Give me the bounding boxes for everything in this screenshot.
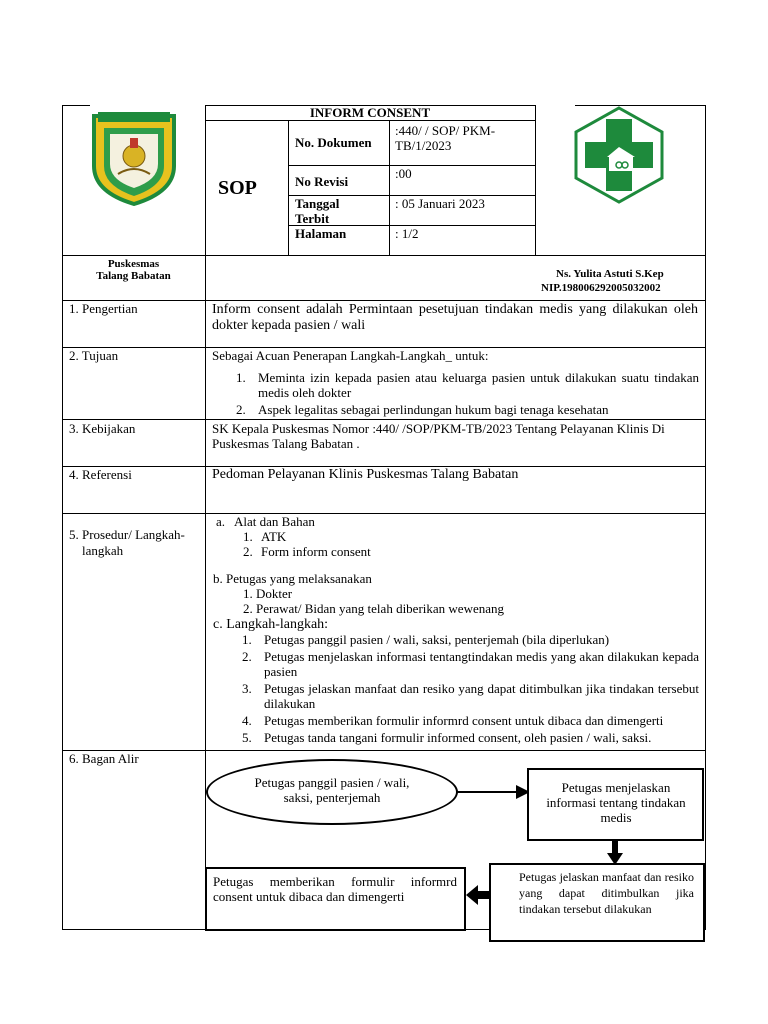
list-item: 2. Form inform consent	[243, 544, 371, 559]
puskesmas-cross-icon	[573, 105, 665, 205]
section-tujuan-label: 2. Tujuan	[69, 348, 119, 363]
section-prosedur-label-2: langkah	[82, 543, 124, 558]
regency-emblem-icon	[88, 108, 180, 206]
section-prosedur-label-1: 5. Prosedur/ Langkah-	[69, 527, 185, 542]
org-name-line2: Talang Babatan	[96, 270, 171, 282]
prosedur-a-marker: a.	[216, 514, 226, 529]
label-halaman: Halaman	[295, 226, 347, 241]
section-pengertian-text: Inform consent adalah Permintaan pesetujuan tindakan medis yang dilakukan oleh dokter kepada pasien / wali	[212, 302, 698, 333]
list-item: 1. Petugas panggil pasien / wali, saksi, penterjemah (bila diperlukan)	[242, 632, 610, 647]
list-item: 2. Petugas menjelaskan informasi tentangtindakan medis yang akan dilakukan kepada pasien	[242, 649, 699, 679]
signer-name: Ns. Yulita Astuti S.Kep	[556, 268, 664, 280]
tujuan-list	[236, 370, 699, 417]
regency-logo	[88, 108, 180, 206]
prosedur-c-title: c. Langkah-langkah:	[213, 617, 329, 632]
org-name-line1: Puskesmas	[107, 258, 160, 270]
section-tujuan-intro: Sebagai Acuan Penerapan Langkah-Langkah_ untuk:	[212, 348, 489, 363]
section-kebijakan-label: 3. Kebijakan	[69, 421, 136, 436]
prosedur-b-item-1: 1. Dokter	[243, 586, 293, 601]
label-no-revisi: No Revisi	[295, 174, 349, 189]
section-referensi-label: 4. Referensi	[69, 467, 132, 482]
prosedur-c-list	[242, 632, 699, 745]
value-no-dokumen: :440/ / SOP/ PKM-TB/1/2023	[395, 123, 496, 153]
sop-label: SOP	[218, 177, 257, 199]
label-no-dokumen: No. Dokumen	[295, 135, 372, 150]
prosedur-b-title: b. Petugas yang melaksanakan	[213, 571, 372, 586]
arrow-left-icon	[466, 885, 490, 905]
prosedur-b-item-2: 2. Perawat/ Bidan yang telah diberikan wewenang	[243, 601, 504, 616]
section-referensi-text: Pedoman Pelayanan Klinis Puskesmas Talang Babatan	[212, 467, 519, 482]
flow-step-4-text: Petugas memberikan formulir informrd consent untuk dibaca dan dimengerti	[213, 874, 457, 904]
prosedur-a-title: Alat dan Bahan	[234, 514, 315, 529]
flow-step-2-text: Petugas menjelaskan informasi tentang tindakan medis	[546, 780, 686, 825]
arrow-down-icon	[607, 841, 623, 865]
section-bagan-label: 6. Bagan Alir	[69, 751, 139, 766]
arrow-right-icon	[456, 782, 530, 802]
list-item: 1. Meminta izin kepada pasien atau keluarga pasien untuk dilakukan suatu tindakan medis oleh dokter	[236, 370, 699, 400]
signer-nip: NIP.198006292005032002	[541, 282, 661, 294]
document-title: INFORM CONSENT	[309, 105, 431, 120]
value-tanggal-terbit: : 05 Januari 2023	[395, 196, 485, 211]
section-kebijakan-text: SK Kepala Puskesmas Nomor :440/ /SOP/PKM-TB/2023 Tentang Pelayanan Klinis Di Puskesmas Talang Babatan .	[212, 421, 665, 451]
value-halaman: : 1/2	[395, 226, 419, 241]
label-tanggal-terbit: Tanggal Terbit	[295, 196, 340, 226]
puskesmas-logo	[573, 105, 665, 205]
list-item: 4. Petugas memberikan formulir informrd consent untuk dibaca dan dimengerti	[242, 713, 664, 728]
list-item: 5. Petugas tanda tangani formulir informed consent, oleh pasien / wali, saksi.	[242, 730, 652, 745]
section-pengertian-label: 1. Pengertian	[69, 301, 138, 316]
list-item: 3. Petugas jelaskan manfaat dan resiko yang dapat ditimbulkan jika tindakan tersebut dilakukan	[242, 681, 699, 711]
list-item: 1. ATK	[243, 529, 287, 544]
flow-step-3-text: Petugas jelaskan manfaat dan resiko yang dapat ditimbulkan jika tindakan tersebut dilakukan	[519, 870, 694, 916]
value-no-revisi: :00	[395, 166, 412, 181]
prosedur-a-list	[243, 529, 443, 559]
list-item: 2. Aspek legalitas sebagai perlindungan hukum bagi tenaga kesehatan	[236, 402, 609, 417]
flow-step-1-text: Petugas panggil pasien / wali, saksi, penterjemah	[254, 775, 410, 805]
